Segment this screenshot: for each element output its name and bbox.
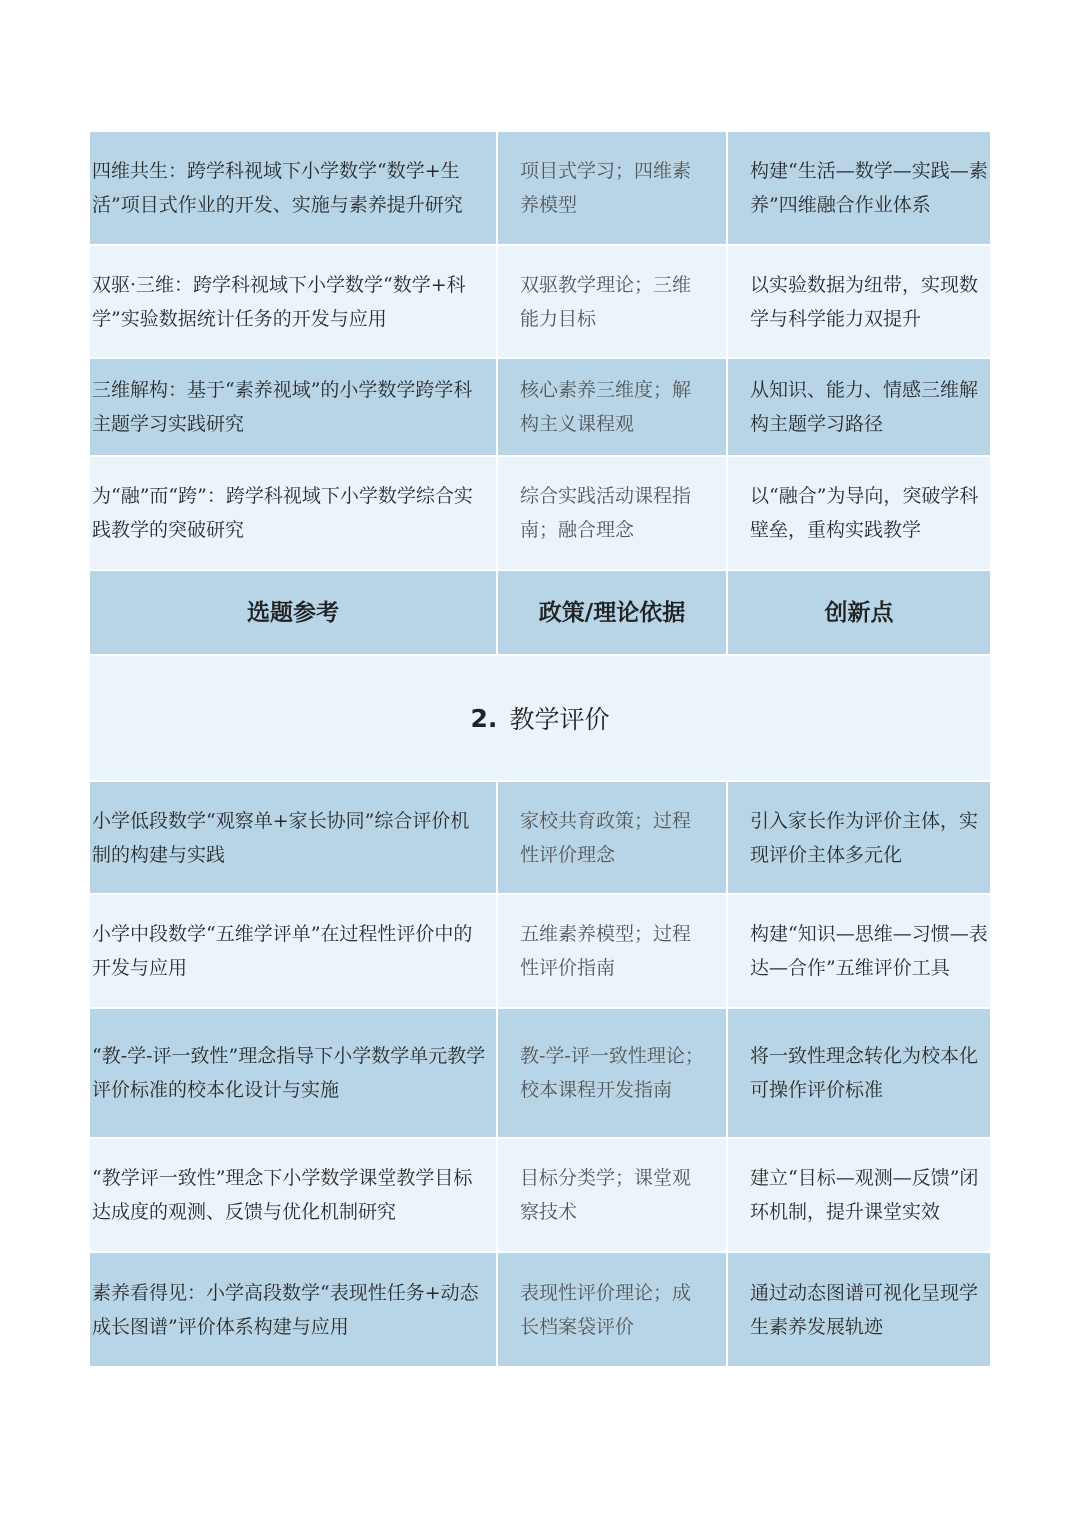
innovation-cell: 以“融合”为导向，突破学科壁垒，重构实践教学 bbox=[726, 457, 990, 569]
basis-cell: 目标分类学；课堂观察技术 bbox=[496, 1139, 726, 1251]
table-row bbox=[90, 457, 990, 571]
section-title bbox=[90, 656, 990, 782]
innovation-cell: 以实验数据为纽带，实现数学与科学能力双提升 bbox=[726, 246, 990, 357]
table-row bbox=[90, 782, 990, 895]
basis-cell: 表现性评价理论；成长档案袋评价 bbox=[496, 1253, 726, 1366]
topic-title-cell: 素养看得见：小学高段数学“表现性任务+动态成长图谱”评价体系构建与应用 bbox=[92, 1281, 479, 1338]
innovation-cell: 建立“目标—观测—反馈”闭环机制，提升课堂实效 bbox=[726, 1139, 990, 1251]
header-basis: 政策/理论依据 bbox=[496, 571, 726, 654]
table-row bbox=[90, 132, 990, 246]
topic-table bbox=[90, 132, 990, 1366]
section-number: 2. bbox=[470, 703, 498, 733]
table-row bbox=[90, 895, 990, 1009]
basis-cell: 综合实践活动课程指南；融合理念 bbox=[496, 457, 726, 569]
table-row bbox=[90, 246, 990, 359]
table-header-row bbox=[90, 571, 990, 656]
innovation-cell: 将一致性理念转化为校本化可操作评价标准 bbox=[726, 1009, 990, 1137]
innovation-cell: 从知识、能力、情感三维解构主题学习路径 bbox=[726, 359, 990, 455]
topic-title-cell: 小学中段数学“五维学评单”在过程性评价中的开发与应用 bbox=[92, 923, 473, 979]
header-topic: 选题参考 bbox=[247, 599, 339, 626]
table-row bbox=[90, 1253, 990, 1366]
basis-cell: 项目式学习；四维素养模型 bbox=[496, 132, 726, 244]
basis-cell: 双驱教学理论；三维能力目标 bbox=[496, 246, 726, 357]
innovation-cell: 构建“生活—数学—实践—素养”四维融合作业体系 bbox=[726, 132, 990, 244]
table-row bbox=[90, 1139, 990, 1253]
basis-cell: 家校共育政策；过程性评价理念 bbox=[496, 782, 726, 893]
section-heading: 教学评价 bbox=[509, 705, 610, 734]
table-row bbox=[90, 1009, 990, 1139]
header-innovation: 创新点 bbox=[726, 571, 990, 654]
topic-title-cell: “教学评一致性”理念下小学数学课堂教学目标达成度的观测、反馈与优化机制研究 bbox=[92, 1167, 473, 1223]
topic-title-cell: “教-学-评一致性”理念指导下小学数学单元教学评价标准的校本化设计与实施 bbox=[92, 1045, 486, 1101]
table-row bbox=[90, 359, 990, 457]
topic-title-cell: 四维共生：跨学科视域下小学数学“数学+生活”项目式作业的开发、实施与素养提升研究 bbox=[92, 160, 463, 216]
basis-cell: 核心素养三维度；解构主义课程观 bbox=[496, 359, 726, 455]
innovation-cell: 通过动态图谱可视化呈现学生素养发展轨迹 bbox=[726, 1253, 990, 1366]
topic-title-cell: 双驱·三维：跨学科视域下小学数学“数学+科学”实验数据统计任务的开发与应用 bbox=[92, 273, 466, 330]
topic-title-cell: 为“融”而“跨”：跨学科视域下小学数学综合实践教学的突破研究 bbox=[92, 485, 473, 541]
topic-title-cell: 三维解构：基于“素养视域”的小学数学跨学科主题学习实践研究 bbox=[92, 379, 473, 435]
innovation-cell: 构建“知识—思维—习惯—表达—合作”五维评价工具 bbox=[726, 895, 990, 1007]
basis-cell: 五维素养模型；过程性评价指南 bbox=[496, 895, 726, 1007]
basis-cell: 教-学-评一致性理论；校本课程开发指南 bbox=[496, 1009, 726, 1137]
innovation-cell: 引入家长作为评价主体，实现评价主体多元化 bbox=[726, 782, 990, 893]
topic-title-cell: 小学低段数学“观察单+家长协同”综合评价机制的构建与实践 bbox=[92, 809, 470, 866]
